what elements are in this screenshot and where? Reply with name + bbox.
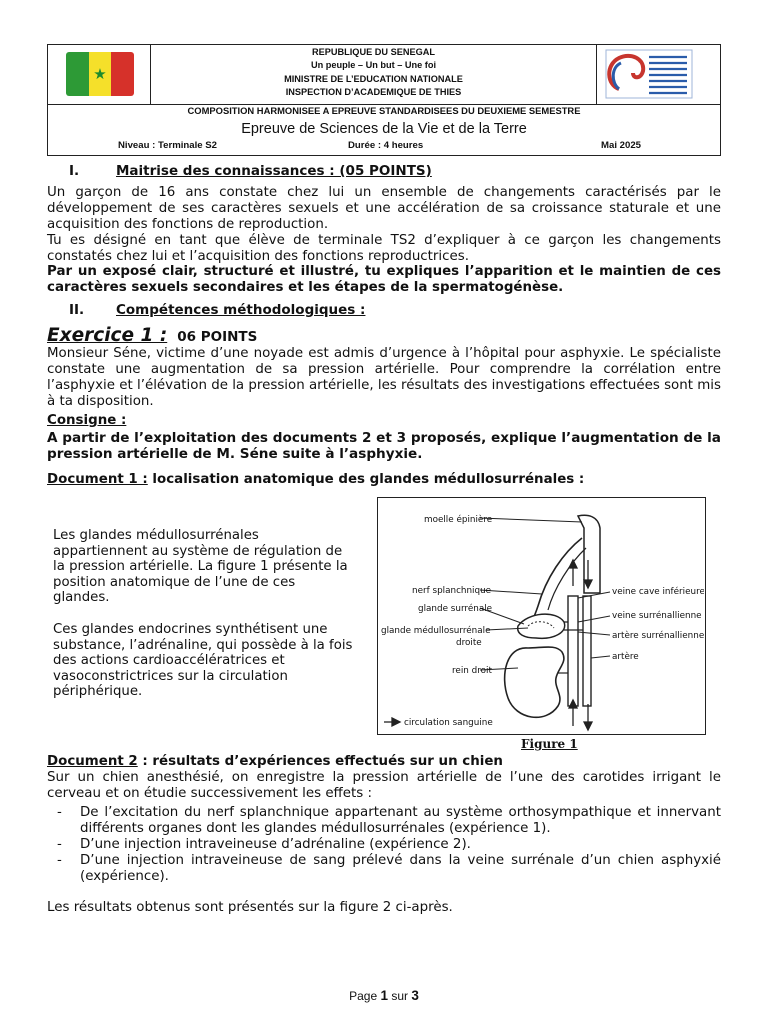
logo-cell: [596, 45, 720, 104]
aorta-shape: [583, 596, 591, 706]
exercise-1-points: 06 POINTS: [177, 329, 258, 345]
page-of: sur: [391, 989, 409, 1003]
flag-yellow-band: [89, 52, 112, 96]
page-total: 3: [411, 988, 419, 1003]
header-level: Niveau : Terminale S2: [118, 140, 217, 151]
flag-cell: [48, 45, 151, 104]
section-1-paragraph-2: Tu es désigné en tant que élève de terminale TS2 d’expliquer à ce garçon les changements constatés chez lui et l’acquisition des fonctions reproductrices.: [47, 233, 721, 265]
list-item: - De l’excitation du nerf splanchnique appartenant au système orthosympathique et innervant différents organes dont les glandes médullosurrénales (expérience 1).: [57, 805, 721, 837]
document-1-label: Document 1 :: [47, 472, 148, 487]
label-splanchnic-nerve: nerf splanchnique: [412, 586, 492, 596]
page-footer: [0, 988, 768, 1003]
section-1-question: Par un exposé clair, structuré et illustré, tu expliques l’apparition et le maintien de ces caractères sexuels secondaires et les étapes de la spermatogénèse.: [47, 264, 721, 296]
header-inspection: INSPECTION D’ACADEMIQUE DE THIES: [285, 86, 462, 97]
page-current: 1: [380, 988, 388, 1003]
adrenal-gland-shape: [518, 614, 565, 638]
section-1-heading: [69, 163, 669, 181]
header-info-row: [48, 140, 720, 154]
section-2-title: Compétences méthodologiques :: [116, 302, 366, 318]
label-adrenal-vein: veine surrénallienne: [612, 611, 702, 621]
document-2-title: : résultats d’expériences effectués sur un chien: [137, 754, 503, 769]
vena-cava-shape: [568, 596, 578, 706]
exercise-1-title: Exercice 1 :: [47, 325, 168, 346]
label-spinal-cord: moelle épinière: [424, 515, 493, 525]
inspection-logo-icon: [597, 45, 720, 104]
exercise-1-intro: Monsieur Séne, victime d’une noyade est admis d’urgence à l’hôpital pour asphyxie. Le spécialiste constate une augmentation de sa pression artérielle. Pour comprendre la corrélation entre l’asphyxie et l’élévation de la pression artérielle, les résultats des investigations effectuées sont mis à ta disposition.: [47, 346, 721, 410]
consigne-label: Consigne :: [47, 413, 127, 428]
figure-1-caption: Figure 1: [521, 737, 578, 751]
section-2-number: II.: [69, 302, 85, 318]
section-2-heading: [69, 302, 669, 320]
document-2-heading: [47, 754, 721, 770]
arrowhead-shape: [584, 722, 592, 730]
flag-star-icon: ★: [93, 64, 107, 83]
document-2-results: Les résultats obtenus sont présentés sur la figure 2 ci-après.: [47, 900, 453, 915]
leader-spinal-cord: [480, 518, 582, 522]
label-adrenal-artery: artère surrénallienne: [612, 631, 704, 641]
flag-red-band: [111, 52, 134, 96]
flag-green-band: [66, 52, 89, 96]
section-1-title: Maitrise des connaissances : (05 POINTS): [116, 163, 432, 179]
header-country: REPUBLIQUE DU SENEGAL: [311, 47, 436, 57]
label-adrenal-gland: glande surrénale: [418, 604, 493, 614]
label-right-kidney: rein droit: [452, 666, 492, 676]
label-medulla-gland-right: droite: [456, 638, 482, 648]
splanchnic-nerve-shape-2: [548, 548, 586, 610]
document-1-text-2: Ces glandes endocrines synthétisent une substance, l’adrénaline, qui possède à la fois des actions cardioaccélératrices et vasoconstrictrices sur la circulation périphérique.: [53, 622, 353, 700]
header-date: Mai 2025: [601, 140, 642, 151]
arrowhead-shape: [569, 560, 577, 568]
document-2-label: Document 2: [47, 754, 138, 769]
header-ministry: MINISTRE DE L’EDUCATION NATIONALE: [284, 73, 463, 84]
page-word: Page: [349, 989, 378, 1003]
legend-arrowhead-shape: [392, 718, 400, 726]
header-composition: COMPOSITION HARMONISEE A EPREUVE STANDARDISEES DU DEUXIEME SEMESTRE: [187, 105, 581, 116]
label-blood-flow: circulation sanguine: [404, 718, 493, 728]
document-1-text-1: Les glandes médullosurrénales appartiennent au système de régulation de la pression artérielle. La figure 1 présente la position anatomique de l’une de ces glandes.: [53, 528, 348, 606]
consigne-text: A partir de l’exploitation des documents 2 et 3 proposés, explique l’augmentation de la pression artérielle de M. Séne suite à l’asphyxie.: [47, 430, 721, 463]
exam-header: [47, 44, 721, 156]
consigne-label-row: [47, 413, 721, 429]
leader-artery: [591, 656, 610, 658]
list-item: - D’une injection intraveineuse d’adrénaline (expérience 2).: [57, 837, 471, 853]
experiment-1-text: De l’excitation du nerf splanchnique appartenant au système orthosympathique et innervant différents organes dont les glandes médullosurrénales (expérience 1).: [80, 805, 721, 837]
adrenal-anatomy-diagram: [378, 498, 704, 733]
experiment-3-text: D’une injection intraveineuse de sang prélevé dans la veine surrénale d’un chien asphyxié (expérience).: [80, 853, 721, 885]
section-1-paragraph-1: Un garçon de 16 ans constate chez lui un ensemble de changements caractérisés par le développement de ses caractères sexuels et une accélération de sa croissance staturale et une acquisition des fonctions de reproduction.: [47, 185, 721, 233]
senegal-flag-icon: [66, 52, 134, 96]
header-top-row: [48, 45, 720, 105]
right-kidney-shape: [505, 647, 564, 717]
exercise-1-heading: [47, 325, 257, 346]
document-1-title: localisation anatomique des glandes médullosurrénales :: [147, 472, 585, 487]
section-1-number: I.: [69, 163, 80, 179]
header-subject: Epreuve de Sciences de la Vie et de la Terre: [241, 121, 527, 137]
label-medulla-gland: glande médullosurrénale: [381, 626, 491, 636]
experiment-list: [47, 805, 721, 885]
header-motto: Un peuple – Un but – Une foi: [310, 60, 437, 71]
list-item: - D’une injection intraveineuse de sang prélevé dans la veine surrénale d’un chien asphyxié (expérience).: [57, 853, 721, 885]
label-inferior-vena-cava: veine cave inférieure: [612, 587, 704, 597]
header-authority-block: [150, 46, 597, 99]
label-artery: artère: [612, 652, 639, 662]
document-1-heading: [47, 472, 721, 488]
figure-1: [377, 497, 706, 735]
experiment-2-text: D’une injection intraveineuse d’adrénaline (expérience 2).: [80, 837, 471, 853]
header-duration: Durée : 4 heures: [348, 140, 424, 151]
document-2-intro: Sur un chien anesthésié, on enregistre la pression artérielle de l’une des carotides irrigant le cerveau et on étudie successivement les effets :: [47, 770, 721, 802]
